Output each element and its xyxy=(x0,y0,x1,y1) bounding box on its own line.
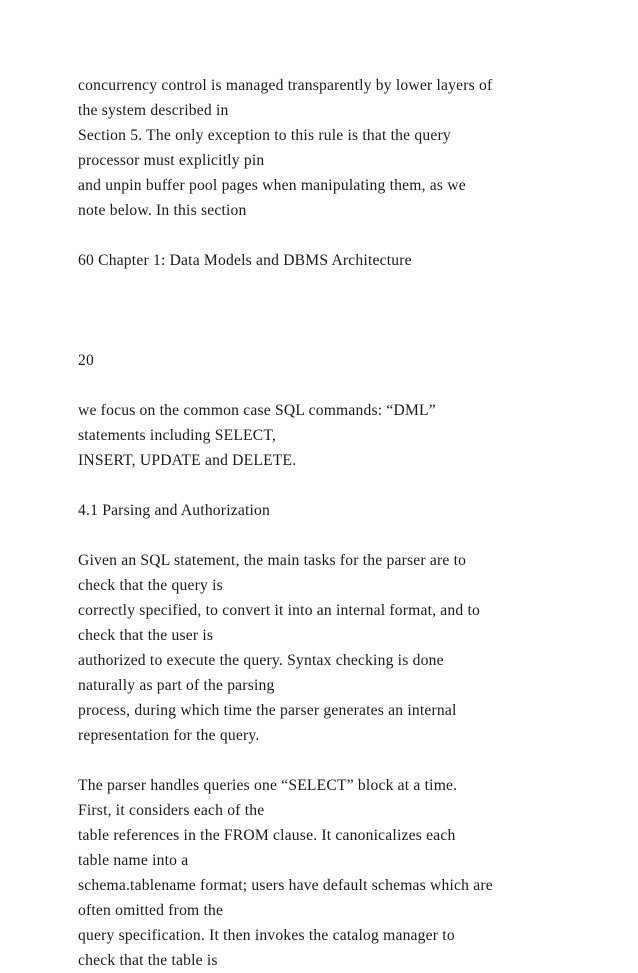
text-line: Section 5. The only exception to this rule is that the query xyxy=(78,127,451,144)
text-line: 20 xyxy=(78,352,94,369)
text-line: processor must explicitly pin xyxy=(78,152,265,169)
text-line: authorized to execute the query. Syntax checking is done xyxy=(78,652,444,669)
text-line: statements including SELECT, xyxy=(78,427,277,444)
text-line: table name into a xyxy=(78,852,189,869)
text-line: The parser handles queries one “SELECT” block at a time. xyxy=(78,777,458,794)
text-line: check that the user is xyxy=(78,627,214,644)
paragraph-spacer xyxy=(78,323,598,348)
text-line: representation for the query. xyxy=(78,727,260,744)
text-line: check that the query is xyxy=(78,577,223,594)
text-line: schema.tablename format; users have default schemas which are xyxy=(78,877,493,894)
document-page xyxy=(78,73,598,973)
text-line: we focus on the common case SQL commands: “DML” xyxy=(78,402,436,419)
paragraph-spacer xyxy=(78,748,598,773)
text-line: table references in the FROM clause. It canonicalizes each xyxy=(78,827,456,844)
paragraph-parser-tasks xyxy=(78,548,598,748)
paragraph-spacer xyxy=(78,223,598,248)
text-line: query specification. It then invokes the catalog manager to xyxy=(78,927,455,944)
text-line: and unpin buffer pool pages when manipulating them, as we xyxy=(78,177,466,194)
running-header xyxy=(78,248,598,273)
text-line: First, it considers each of the xyxy=(78,802,265,819)
text-line: INSERT, UPDATE and DELETE. xyxy=(78,452,297,469)
paragraph-spacer xyxy=(78,523,598,548)
text-line: Given an SQL statement, the main tasks for the parser are to xyxy=(78,552,467,569)
section-heading xyxy=(78,498,598,523)
text-line: naturally as part of the parsing xyxy=(78,677,275,694)
paragraph-spacer xyxy=(78,373,598,398)
text-line: 4.1 Parsing and Authorization xyxy=(78,502,271,519)
paragraph-spacer xyxy=(78,473,598,498)
paragraph-dml xyxy=(78,398,598,473)
text-line: note below. In this section xyxy=(78,202,247,219)
text-line: process, during which time the parser generates an internal xyxy=(78,702,457,719)
text-line: 60 Chapter 1: Data Models and DBMS Architecture xyxy=(78,252,412,269)
paragraph-spacer xyxy=(78,273,598,323)
text-line: check that the table is xyxy=(78,952,218,969)
page-number xyxy=(78,348,598,373)
text-line: correctly specified, to convert it into an internal format, and to xyxy=(78,602,481,619)
text-line: the system described in xyxy=(78,102,229,119)
paragraph-intro xyxy=(78,73,598,223)
text-line: often omitted from the xyxy=(78,902,224,919)
paragraph-select-blocks xyxy=(78,773,598,973)
text-line: concurrency control is managed transparently by lower layers of xyxy=(78,77,493,94)
